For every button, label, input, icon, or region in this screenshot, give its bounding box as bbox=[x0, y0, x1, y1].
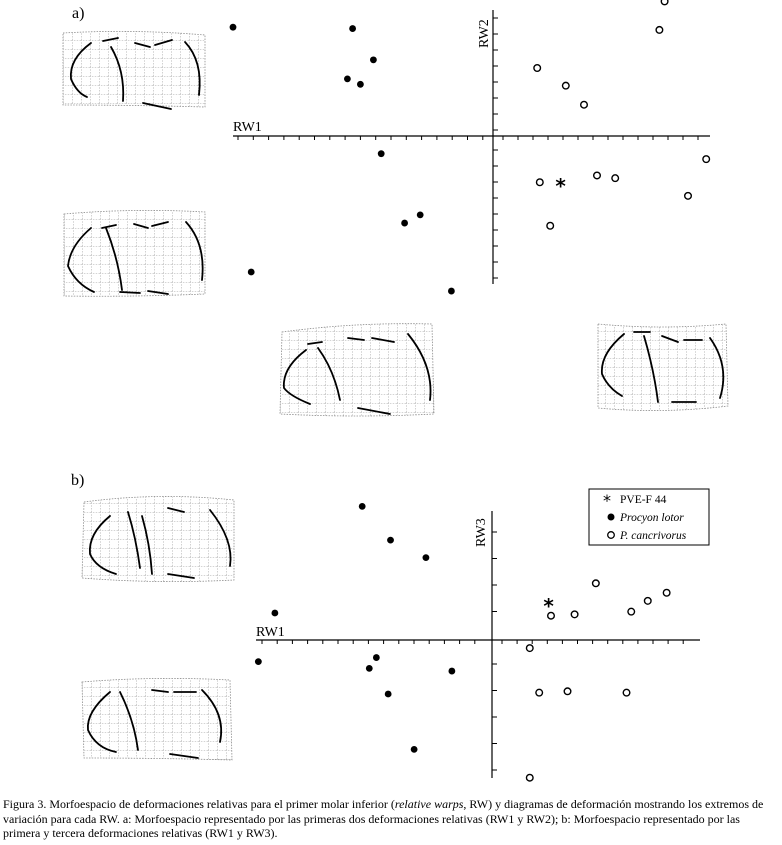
point-procyon-lotor bbox=[448, 668, 455, 675]
panel-a-y-label: RW2 bbox=[477, 19, 492, 48]
point-procyon-lotor bbox=[417, 211, 424, 218]
legend-asterisk-marker: * bbox=[603, 491, 611, 510]
point-p-cancrivorus bbox=[644, 598, 651, 605]
point-p-cancrivorus bbox=[534, 65, 541, 72]
point-procyon-lotor bbox=[359, 503, 366, 510]
point-p-cancrivorus bbox=[663, 589, 670, 596]
deformation-grid-a-bottom-right bbox=[598, 324, 728, 411]
point-p-cancrivorus bbox=[536, 689, 543, 696]
point-procyon-lotor bbox=[370, 56, 377, 63]
point-procyon-lotor bbox=[378, 150, 385, 157]
panel-b-axes bbox=[256, 511, 700, 778]
point-procyon-lotor bbox=[271, 610, 278, 617]
point-p-cancrivorus bbox=[623, 689, 630, 696]
deformation-grid-a-bottom-left bbox=[64, 210, 205, 296]
panel-a-ticks bbox=[238, 18, 698, 278]
legend-label-pcancri: P. cancrivorus bbox=[620, 530, 687, 542]
panel-a-x-label: RW1 bbox=[233, 120, 262, 135]
deformation-grid-a-top-left bbox=[63, 31, 205, 109]
point-pve-f-44: * bbox=[555, 173, 566, 198]
point-procyon-lotor bbox=[385, 691, 392, 698]
deformation-grid-b-bottom-left bbox=[82, 678, 232, 760]
legend-label-pve: PVE-F 44 bbox=[620, 494, 667, 506]
point-procyon-lotor bbox=[255, 658, 262, 665]
point-p-cancrivorus bbox=[628, 608, 635, 615]
point-p-cancrivorus bbox=[537, 179, 544, 186]
point-p-cancrivorus bbox=[564, 688, 571, 695]
legend-filled-marker bbox=[608, 514, 615, 521]
point-procyon-lotor bbox=[401, 220, 408, 227]
point-p-cancrivorus bbox=[593, 580, 600, 587]
point-p-cancrivorus bbox=[581, 101, 588, 108]
legend-label-procyon: Procyon lotor bbox=[620, 512, 684, 524]
point-procyon-lotor bbox=[349, 25, 356, 32]
point-p-cancrivorus bbox=[526, 774, 533, 781]
point-p-cancrivorus bbox=[571, 611, 578, 618]
panel-b-ticks bbox=[262, 532, 683, 770]
deformation-grid-a-bottom-center bbox=[280, 324, 434, 416]
point-pve-f-44: * bbox=[543, 593, 554, 618]
point-p-cancrivorus bbox=[547, 222, 554, 229]
panel-a-points bbox=[230, 0, 710, 294]
point-procyon-lotor bbox=[248, 269, 255, 276]
panel-b-x-label: RW1 bbox=[256, 625, 285, 640]
deformation-grid-b-top-left bbox=[82, 496, 234, 581]
point-p-cancrivorus bbox=[656, 27, 663, 34]
point-procyon-lotor bbox=[357, 81, 364, 88]
point-p-cancrivorus bbox=[661, 0, 668, 5]
point-procyon-lotor bbox=[366, 665, 373, 672]
point-procyon-lotor bbox=[230, 24, 237, 31]
point-p-cancrivorus bbox=[703, 156, 710, 163]
point-procyon-lotor bbox=[423, 554, 430, 561]
panel-a-label: a) bbox=[72, 5, 85, 22]
point-p-cancrivorus bbox=[563, 82, 570, 89]
panel-a-axes bbox=[233, 10, 710, 284]
point-p-cancrivorus bbox=[685, 193, 692, 200]
caption-part-2: , RW) y diagramas de deformación mostrando los extremos de variación para cada RW. a: Morfoespacio representado por las primeras dos deformaciones relativas (RW1 y RW2); b: Morfoespacio representado por las primera y tercera deformaciones relativas (RW1 y RW3). bbox=[3, 797, 764, 840]
panel-b-label: b) bbox=[71, 472, 85, 489]
point-p-cancrivorus bbox=[526, 645, 533, 652]
point-p-cancrivorus bbox=[594, 172, 601, 179]
point-procyon-lotor bbox=[387, 537, 394, 544]
point-procyon-lotor bbox=[411, 746, 418, 753]
point-procyon-lotor bbox=[373, 654, 380, 661]
point-procyon-lotor bbox=[344, 75, 351, 82]
caption-italic-term: relative warps bbox=[394, 797, 464, 811]
figure-caption bbox=[3, 797, 779, 841]
panel-b-y-label: RW3 bbox=[474, 518, 489, 547]
caption-part-1: Figura 3. Morfoespacio de deformaciones relativas para el primer molar inferior ( bbox=[3, 797, 395, 811]
legend bbox=[589, 489, 709, 545]
point-procyon-lotor bbox=[448, 288, 455, 295]
point-p-cancrivorus bbox=[612, 175, 619, 182]
legend-open-marker bbox=[608, 532, 615, 539]
